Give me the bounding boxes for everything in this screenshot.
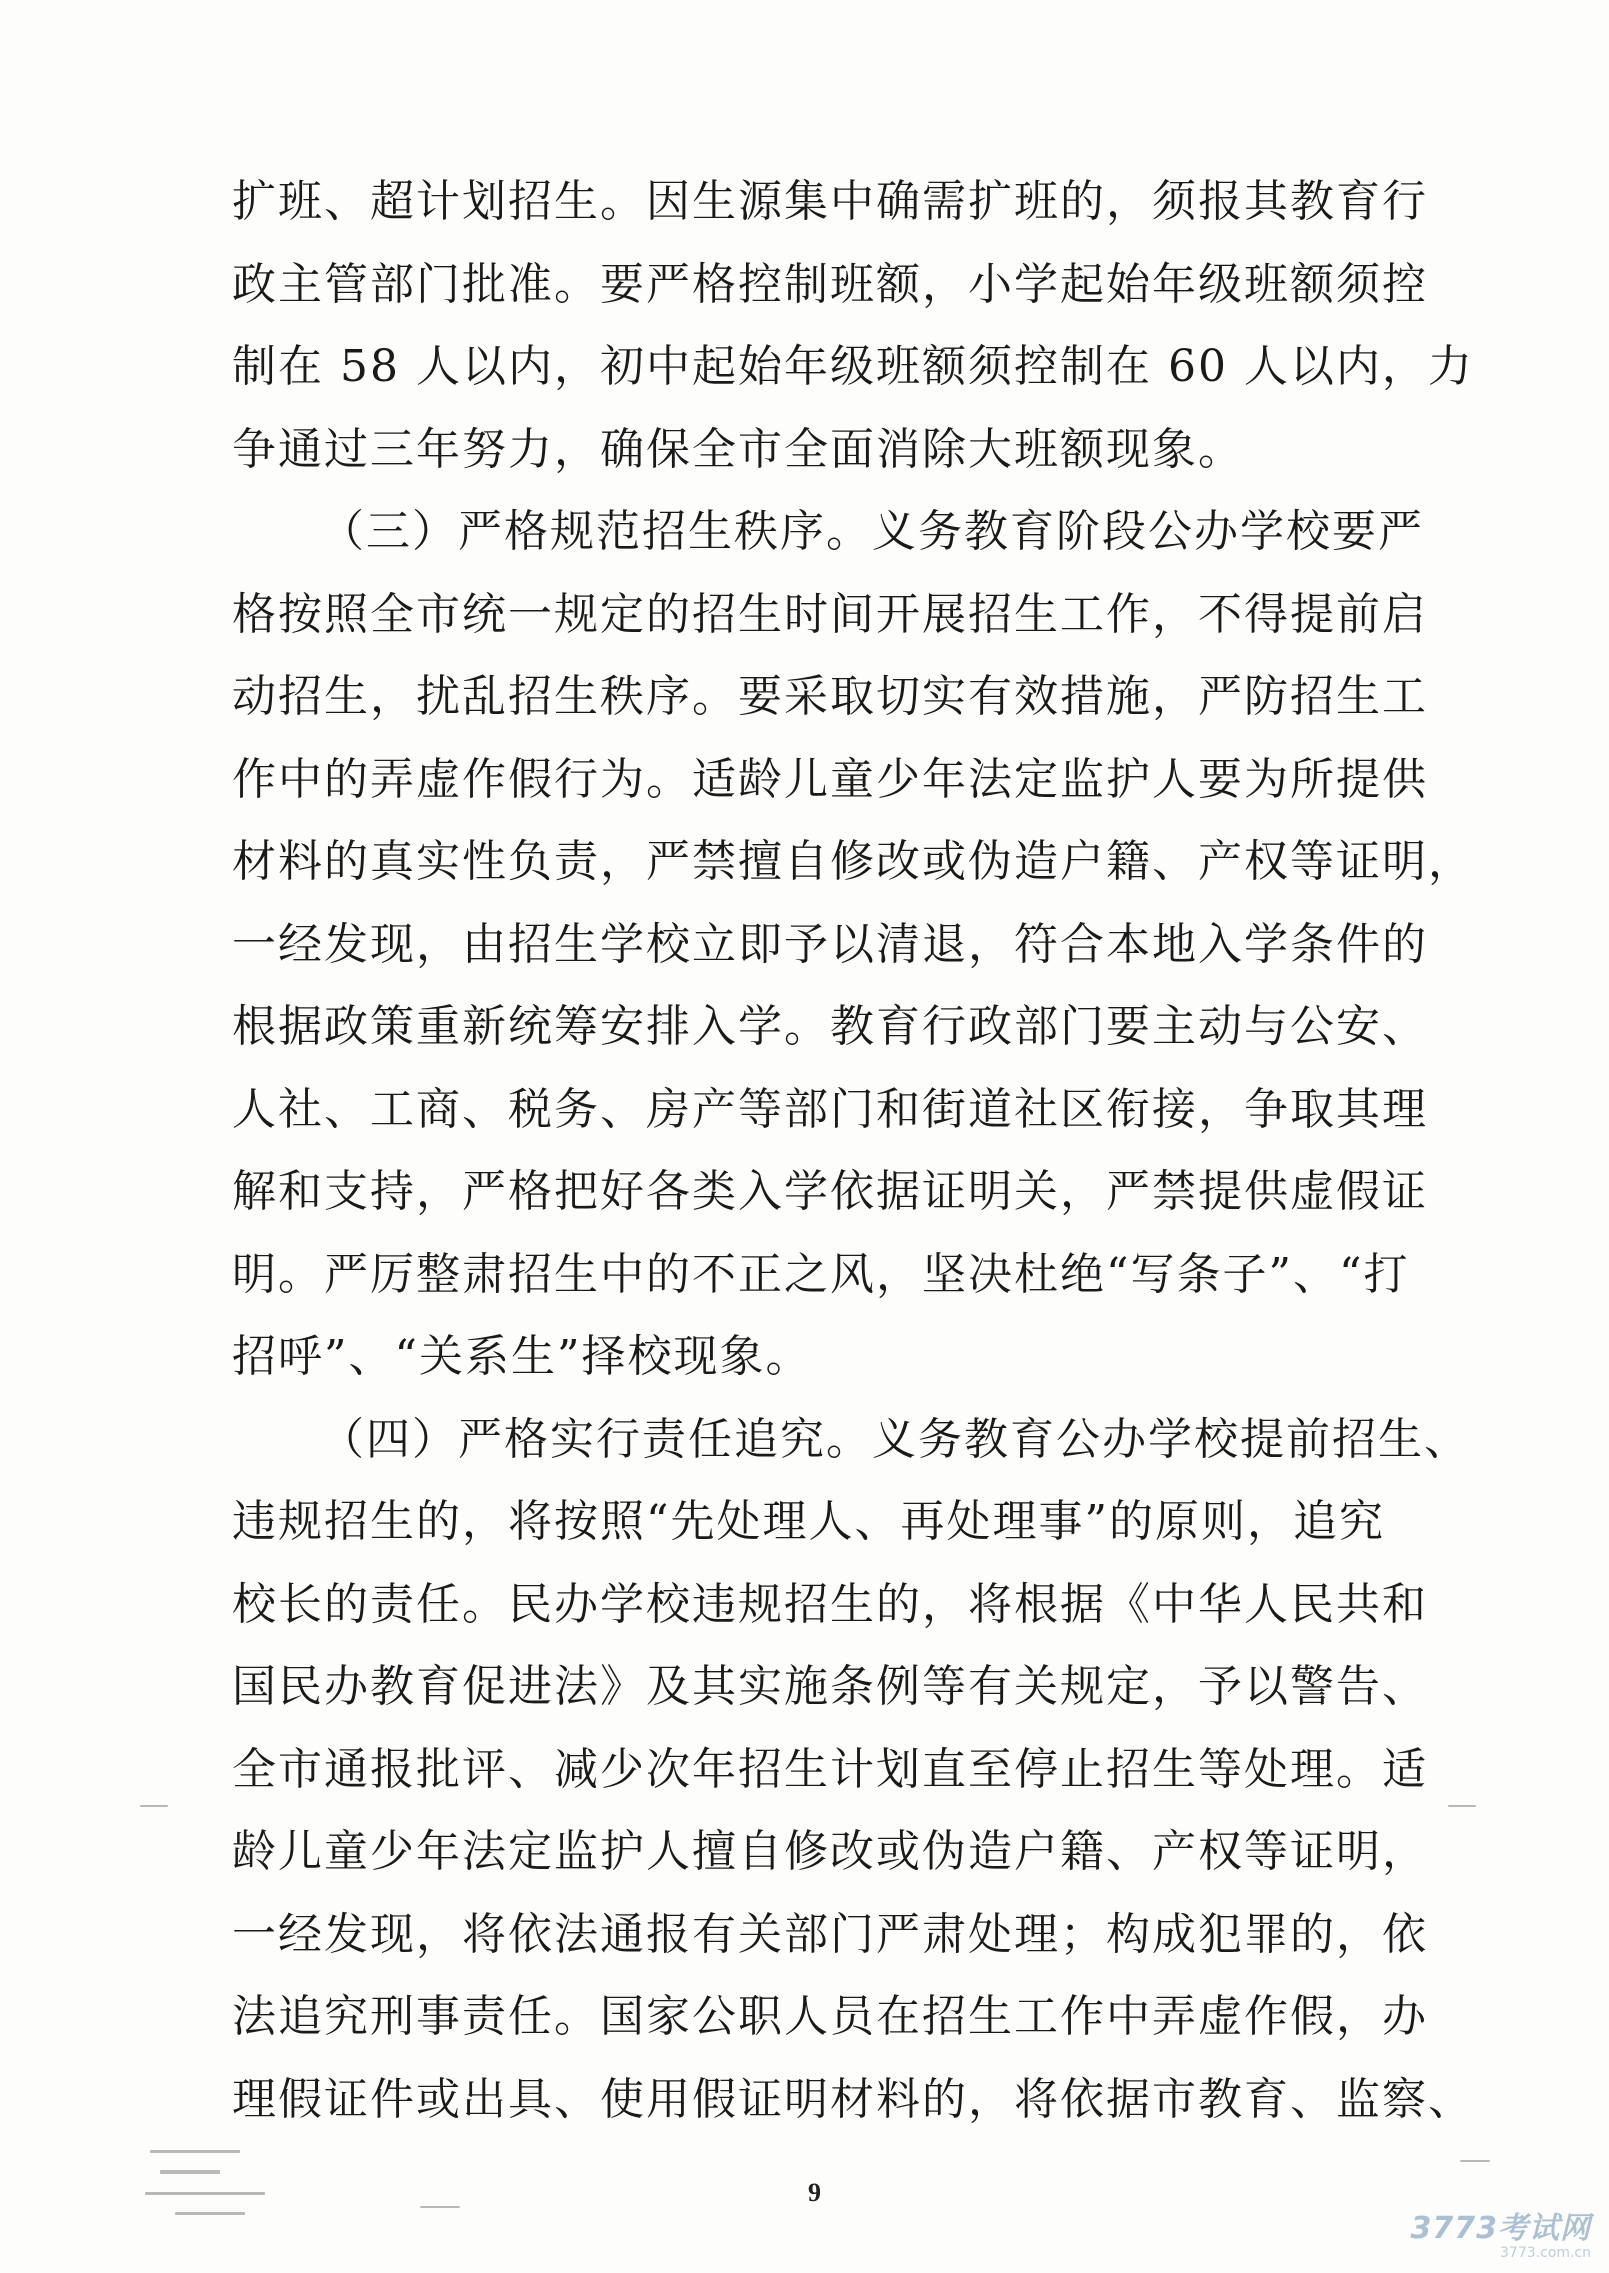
text-line: 理假证件或出具、使用假证明材料的，将依据市教育、监察、	[232, 2074, 1474, 2125]
text-line: 扩班、超计划招生。因生源集中确需扩班的，须报其教育行	[232, 176, 1428, 227]
text-line: 一经发现，将依法通报有关部门严肃处理；构成犯罪的，依	[232, 1909, 1428, 1960]
text-line: 政主管部门批准。要严格控制班额，小学起始年级班额须控	[232, 259, 1428, 310]
text-line: 根据政策重新统筹安排入学。教育行政部门要主动与公安、	[232, 1001, 1428, 1052]
text-line: 动招生，扰乱招生秩序。要采取切实有效措施，严防招生工	[232, 671, 1428, 722]
text-line: 法追究刑事责任。国家公职人员在招生工作中弄虚作假，办	[232, 1991, 1428, 2042]
text-line: 招呼”、“关系生”择校现象。	[232, 1331, 812, 1382]
scan-speck	[1460, 2160, 1490, 2162]
text-line: 材料的真实性负责，严禁擅自修改或伪造户籍、产权等证明，	[232, 836, 1474, 887]
text-line: （四）严格实行责任追究。义务教育公办学校提前招生、	[320, 1414, 1470, 1465]
text-line: 龄儿童少年法定监护人擅自修改或伪造户籍、产权等证明，	[232, 1826, 1428, 1877]
watermark-logo: 3773考试网	[1410, 2211, 1591, 2246]
text-line: 校长的责任。民办学校违规招生的，将根据《中华人民共和	[232, 1579, 1428, 1630]
scan-speck	[150, 2150, 240, 2153]
text-line: （三）严格规范招生秩序。义务教育阶段公办学校要严	[320, 506, 1424, 557]
text-line: 制在 58 人以内，初中起始年级班额须控制在 60 人以内，力	[232, 341, 1474, 392]
scan-speck	[175, 2212, 245, 2215]
scan-speck	[145, 2192, 265, 2195]
text-line: 格按照全市统一规定的招生时间开展招生工作，不得提前启	[232, 589, 1428, 640]
text-line: 国民办教育促进法》及其实施条例等有关规定，予以警告、	[232, 1661, 1428, 1712]
page-number: 9	[808, 2178, 821, 2207]
text-line: 解和支持，严格把好各类入学依据证明关，严禁提供虚假证	[232, 1166, 1428, 1217]
scan-speck	[140, 1805, 168, 1807]
text-line: 全市通报批评、减少次年招生计划直至停止招生等处理。适	[232, 1744, 1428, 1795]
text-line: 作中的弄虚作假行为。适龄儿童少年法定监护人要为所提供	[232, 754, 1428, 805]
scan-speck	[1448, 1805, 1476, 1807]
text-line: 争通过三年努力，确保全市全面消除大班额现象。	[232, 424, 1244, 475]
scan-speck	[160, 2170, 220, 2174]
scan-speck	[420, 2206, 460, 2208]
watermark	[1411, 2203, 1592, 2261]
watermark-url: 3773.com.cn	[1500, 2245, 1591, 2261]
text-line: 人社、工商、税务、房产等部门和街道社区衔接，争取其理	[232, 1084, 1428, 1135]
text-line: 明。严厉整肃招生中的不正之风，坚决杜绝“写条子”、“打	[232, 1249, 1410, 1300]
text-line: 一经发现，由招生学校立即予以清退，符合本地入学条件的	[232, 919, 1428, 970]
text-line: 违规招生的，将按照“先处理人、再处理事”的原则，追究	[232, 1496, 1385, 1547]
